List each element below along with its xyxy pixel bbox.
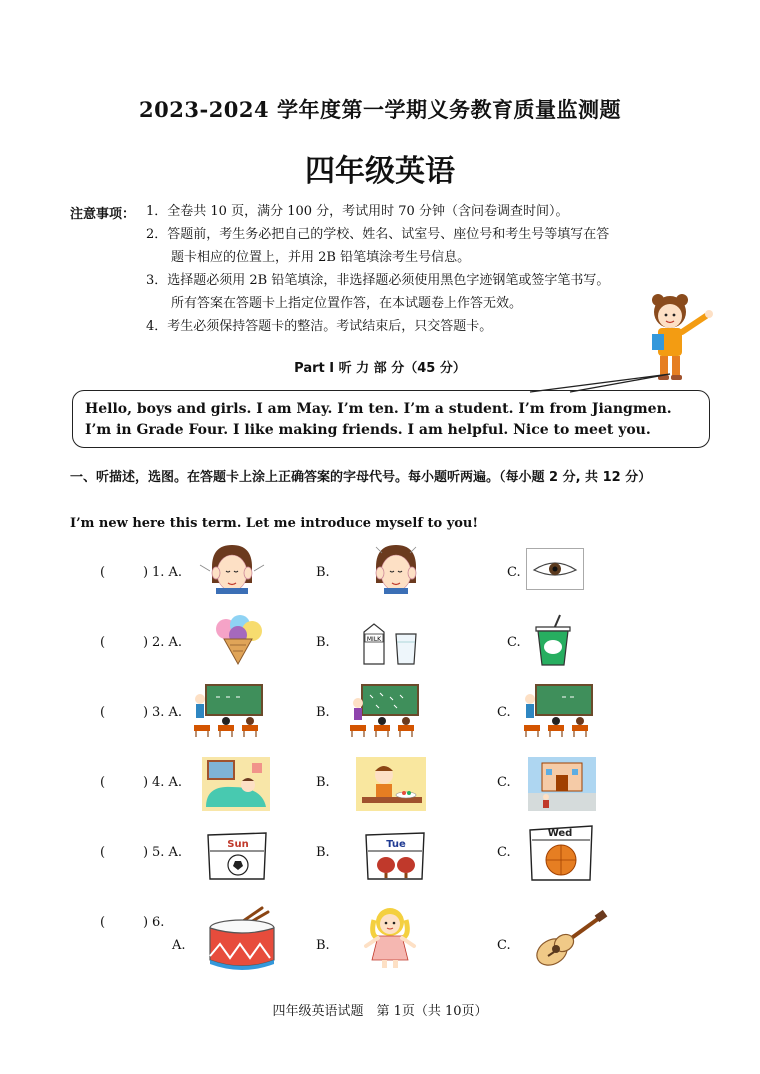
- option-c-label: C.: [507, 565, 521, 580]
- calendar-basketball-icon[interactable]: [528, 824, 594, 882]
- option-b-label: B.: [316, 705, 330, 720]
- answer-paren-close: ): [143, 775, 149, 790]
- answer-paren-close: ): [143, 705, 149, 720]
- option-b-label: B.: [316, 775, 330, 790]
- milk-label: MILK: [366, 636, 382, 643]
- question-1-label: 1. A.: [152, 565, 183, 580]
- note-item-3-cont: 所有答案在答题卡上指定位置作答，在本试题卷上作答无效。: [171, 296, 523, 311]
- section1-instruction: 一、听描述，选图。在答题卡上涂上正确答案的字母代号。每小题听两遍。（每小题 2 分, 共 12 分）: [70, 470, 652, 485]
- drink-cup-icon[interactable]: [530, 615, 576, 667]
- ice-cream-icon[interactable]: [210, 615, 266, 665]
- answer-paren-open[interactable]: (: [100, 775, 106, 790]
- notes-label: 注意事项：: [70, 207, 136, 222]
- note-item-2: 2．答题前，考生务必把自己的学校、姓名、试室号、座位号和考生号等填写在答: [146, 227, 610, 242]
- question-3-label: 3. A.: [152, 705, 183, 720]
- option-a-label: A.: [172, 938, 186, 953]
- note-item-1: 1．全卷共 10 页，满分 100 分，考试用时 70 分钟（含问卷调查时间）。: [146, 204, 569, 219]
- calendar-day-label: Tue: [386, 839, 406, 850]
- option-c-label: C.: [497, 938, 511, 953]
- option-b-label: B.: [316, 635, 330, 650]
- calendar-football-icon[interactable]: [206, 831, 268, 881]
- face-ears-icon[interactable]: [362, 543, 430, 595]
- answer-paren-close: ): [143, 635, 149, 650]
- face-ears-icon[interactable]: [198, 543, 266, 595]
- eye-icon[interactable]: [526, 548, 584, 590]
- option-c-label: C.: [507, 635, 521, 650]
- note-item-2-cont: 题卡相应的位置上，并用 2B 铅笔填涂考生号信息。: [171, 250, 471, 265]
- question-4-label: 4. A.: [152, 775, 183, 790]
- calendar-day-label: Wed: [547, 828, 573, 839]
- answer-paren-open[interactable]: (: [100, 845, 106, 860]
- note-item-4: 4．考生必须保持答题卡的整洁。考试结束后，只交答题卡。: [146, 319, 493, 334]
- answer-paren-open[interactable]: (: [100, 635, 106, 650]
- guitar-icon[interactable]: [528, 912, 608, 970]
- question-6-label: 6.: [152, 915, 165, 930]
- school-icon[interactable]: [528, 757, 596, 811]
- answer-paren-open[interactable]: (: [100, 705, 106, 720]
- question-2-label: 2. A.: [152, 635, 183, 650]
- section1-intro: I’m new here this term. Let me introduce myself to you!: [70, 516, 479, 531]
- page-footer: 四年级英语试题 第 1页（共 10页）: [272, 1004, 488, 1019]
- answer-paren-open[interactable]: (: [100, 915, 106, 930]
- option-b-label: B.: [316, 938, 330, 953]
- drum-icon[interactable]: [206, 906, 278, 970]
- answer-paren-close: ): [143, 915, 149, 930]
- sleeping-icon[interactable]: [202, 757, 270, 811]
- answer-paren-open[interactable]: (: [100, 565, 106, 580]
- option-c-label: C.: [497, 775, 511, 790]
- subject-title: 四年级英语: [305, 154, 455, 189]
- speech-bubble: Hello, boys and girls. I am May. I’m ten. I’m a student. I’m from Jiangmen. I’m in Grade Four. I like making friends. I am helpful. Nice to meet you.: [72, 390, 710, 448]
- classroom-icon[interactable]: [348, 683, 420, 739]
- option-b-label: B.: [316, 565, 330, 580]
- exam-title: 2023-2024 学年度第一学期义务教育质量监测题: [139, 97, 621, 122]
- doll-icon[interactable]: [360, 906, 420, 970]
- answer-paren-close: ): [143, 565, 149, 580]
- question-5-label: 5. A.: [152, 845, 183, 860]
- eating-icon[interactable]: [356, 757, 426, 811]
- classroom-icon[interactable]: [192, 683, 264, 739]
- option-c-label: C.: [497, 845, 511, 860]
- note-item-3: 3．选择题必须用 2B 铅笔填涂，非选择题必须使用黑色字迹钢笔或签字笔书写。: [146, 273, 610, 288]
- option-c-label: C.: [497, 705, 511, 720]
- calendar-day-label: Sun: [227, 839, 249, 850]
- calendar-ping-pong-icon[interactable]: [364, 831, 426, 881]
- classroom-icon[interactable]: [522, 683, 594, 739]
- option-b-label: B.: [316, 845, 330, 860]
- part1-title: Part I 听 力 部 分（45 分）: [294, 361, 466, 376]
- answer-paren-close: ): [143, 845, 149, 860]
- milk-icon[interactable]: [360, 622, 422, 666]
